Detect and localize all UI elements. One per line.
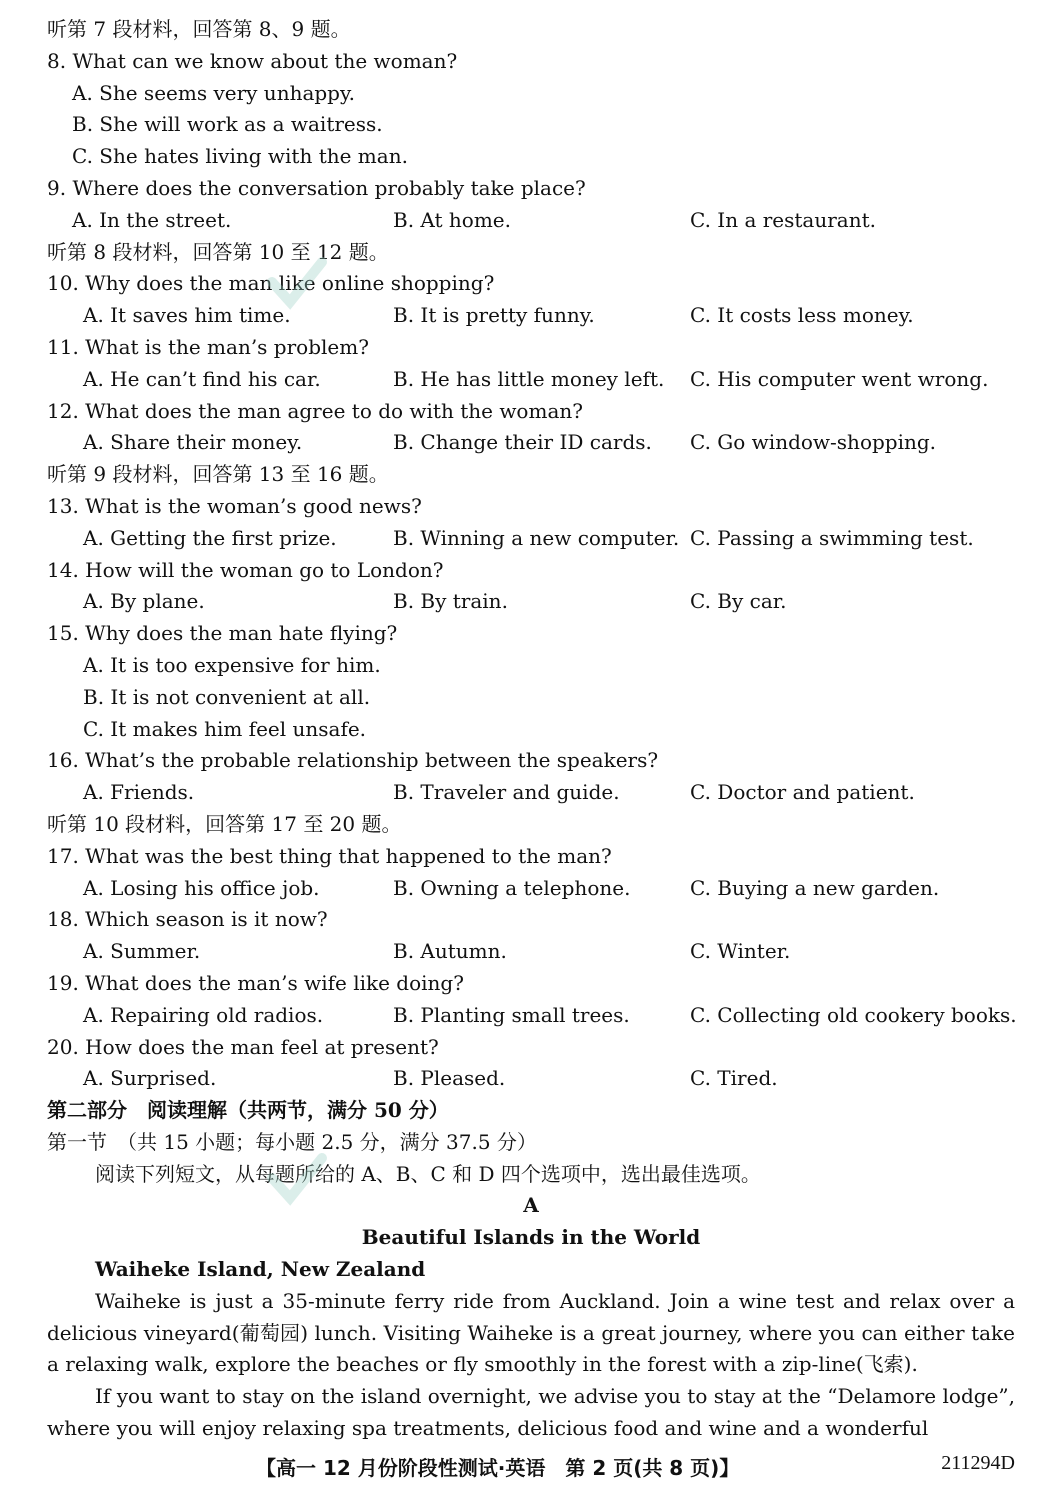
question: 12. What does the man agree to do with the woman? xyxy=(47,398,583,423)
instruction: 阅读下列短文，从每题所给的 A、B、C 和 D 四个选项中，选出最佳选项。 xyxy=(95,1161,761,1186)
options-row xyxy=(47,777,1015,809)
question: 11. What is the man’s problem? xyxy=(47,334,369,359)
option-a: A. He can’t find his car. xyxy=(83,366,321,391)
option-b: B. At home. xyxy=(393,207,511,232)
watermark-logo xyxy=(262,232,422,326)
exam-page xyxy=(47,14,1015,1445)
options-row xyxy=(47,205,1015,237)
option-c: C. Winter. xyxy=(690,939,791,964)
option-a: A. By plane. xyxy=(83,589,205,614)
section-heading: 听第 9 段材料，回答第 13 至 16 题。 xyxy=(47,462,389,487)
section-heading: 听第 7 段材料，回答第 8、9 题。 xyxy=(47,17,351,41)
options-row xyxy=(47,936,1015,968)
passage-subheading: Waiheke Island, New Zealand xyxy=(95,1257,426,1282)
option-b: B. It is pretty funny. xyxy=(393,303,595,328)
option-b: B. By train. xyxy=(393,589,508,614)
option-a: A. Friends. xyxy=(83,780,195,805)
option-a: A. Summer. xyxy=(83,939,201,964)
option-c: C. Doctor and patient. xyxy=(690,780,915,805)
options-row xyxy=(47,300,1015,332)
option-b: B. He has little money left. xyxy=(393,366,665,391)
paragraph: Waiheke is just a 35-minute ferry ride from Auckland. Join a wine test and relax over a delicious vineyard(葡萄园) lunch. Visiting Waiheke is a great journey, where you can either take a relaxing walk, explore the beaches or fly smoothly in the forest with a zip-line(飞索). xyxy=(47,1288,1015,1377)
options-row xyxy=(47,586,1015,618)
option: C. She hates living with the man. xyxy=(72,144,408,169)
option-b: B. Autumn. xyxy=(393,939,507,964)
option-c: C. Passing a swimming test. xyxy=(690,525,974,550)
option-b: B. Planting small trees. xyxy=(393,1002,630,1027)
passage-letter: A xyxy=(523,1193,539,1218)
option-a: A. Losing his office job. xyxy=(83,875,320,900)
watermark-logo xyxy=(262,1128,422,1222)
option-c: C. Buying a new garden. xyxy=(690,875,940,900)
question: 15. Why does the man hate flying? xyxy=(47,621,398,646)
question: 14. How will the woman go to London? xyxy=(47,557,444,582)
option-c: C. In a restaurant. xyxy=(690,207,876,232)
section-heading: 听第 8 段材料，回答第 10 至 12 题。 xyxy=(47,239,389,264)
option: A. It is too expensive for him. xyxy=(83,652,381,677)
page-footer xyxy=(0,1452,1058,1482)
option-a: A. Surprised. xyxy=(83,1066,217,1091)
option: B. She will work as a waitress. xyxy=(72,112,383,137)
options-row xyxy=(47,427,1015,459)
option-b: B. Pleased. xyxy=(393,1066,506,1091)
option-c: C. Tired. xyxy=(690,1066,778,1091)
option-a: A. In the street. xyxy=(72,207,232,232)
question: 9. Where does the conversation probably take place? xyxy=(47,175,586,200)
question: 18. Which season is it now? xyxy=(47,907,328,932)
option: B. It is not convenient at all. xyxy=(83,684,371,709)
footer-title: 【高一 12 月份阶段性测试·英语 第 2 页(共 8 页)】 xyxy=(256,1456,740,1480)
option-c: C. By car. xyxy=(690,589,787,614)
options-row xyxy=(47,364,1015,396)
question: 19. What does the man’s wife like doing? xyxy=(47,970,464,995)
question: 8. What can we know about the woman? xyxy=(47,48,458,73)
option-b: B. Traveler and guide. xyxy=(393,780,620,805)
option: A. She seems very unhappy. xyxy=(72,80,355,105)
section1-heading: 第一节 （共 15 小题；每小题 2.5 分，满分 37.5 分） xyxy=(47,1129,537,1154)
footer-code: 211294D xyxy=(941,1452,1015,1474)
options-row xyxy=(47,1000,1015,1032)
option-c: C. It costs less money. xyxy=(690,303,914,328)
passage-title: Beautiful Islands in the World xyxy=(361,1225,701,1250)
option-a: A. Repairing old radios. xyxy=(83,1002,324,1027)
question: 16. What’s the probable relationship between the speakers? xyxy=(47,748,659,773)
options-row xyxy=(47,1063,1015,1095)
section-heading: 听第 10 段材料，回答第 17 至 20 题。 xyxy=(47,811,402,836)
question: 10. Why does the man like online shopping? xyxy=(47,271,495,296)
option-b: B. Winning a new computer. xyxy=(393,525,680,550)
paragraph: If you want to stay on the island overnight, we advise you to stay at the “Delamore lodge”, where you will enjoy relaxing spa treatments, delicious food and wine and a wonderful xyxy=(47,1384,1015,1441)
part2-title: 第二部分 阅读理解（共两节，满分 50 分） xyxy=(47,1098,449,1123)
option-c: C. Go window-shopping. xyxy=(690,430,937,455)
option-c: C. His computer went wrong. xyxy=(690,366,989,391)
options-row xyxy=(47,523,1015,555)
option-c: C. Collecting old cookery books. xyxy=(690,1002,1017,1027)
option-a: A. Share their money. xyxy=(83,430,303,455)
question: 13. What is the woman’s good news? xyxy=(47,493,422,518)
option-b: B. Change their ID cards. xyxy=(393,430,652,455)
options-row xyxy=(47,873,1015,905)
option: C. It makes him feel unsafe. xyxy=(83,716,367,741)
question: 20. How does the man feel at present? xyxy=(47,1034,439,1059)
option-a: A. It saves him time. xyxy=(83,303,291,328)
question: 17. What was the best thing that happened to the man? xyxy=(47,843,612,868)
option-b: B. Owning a telephone. xyxy=(393,875,631,900)
option-a: A. Getting the first prize. xyxy=(83,525,337,550)
